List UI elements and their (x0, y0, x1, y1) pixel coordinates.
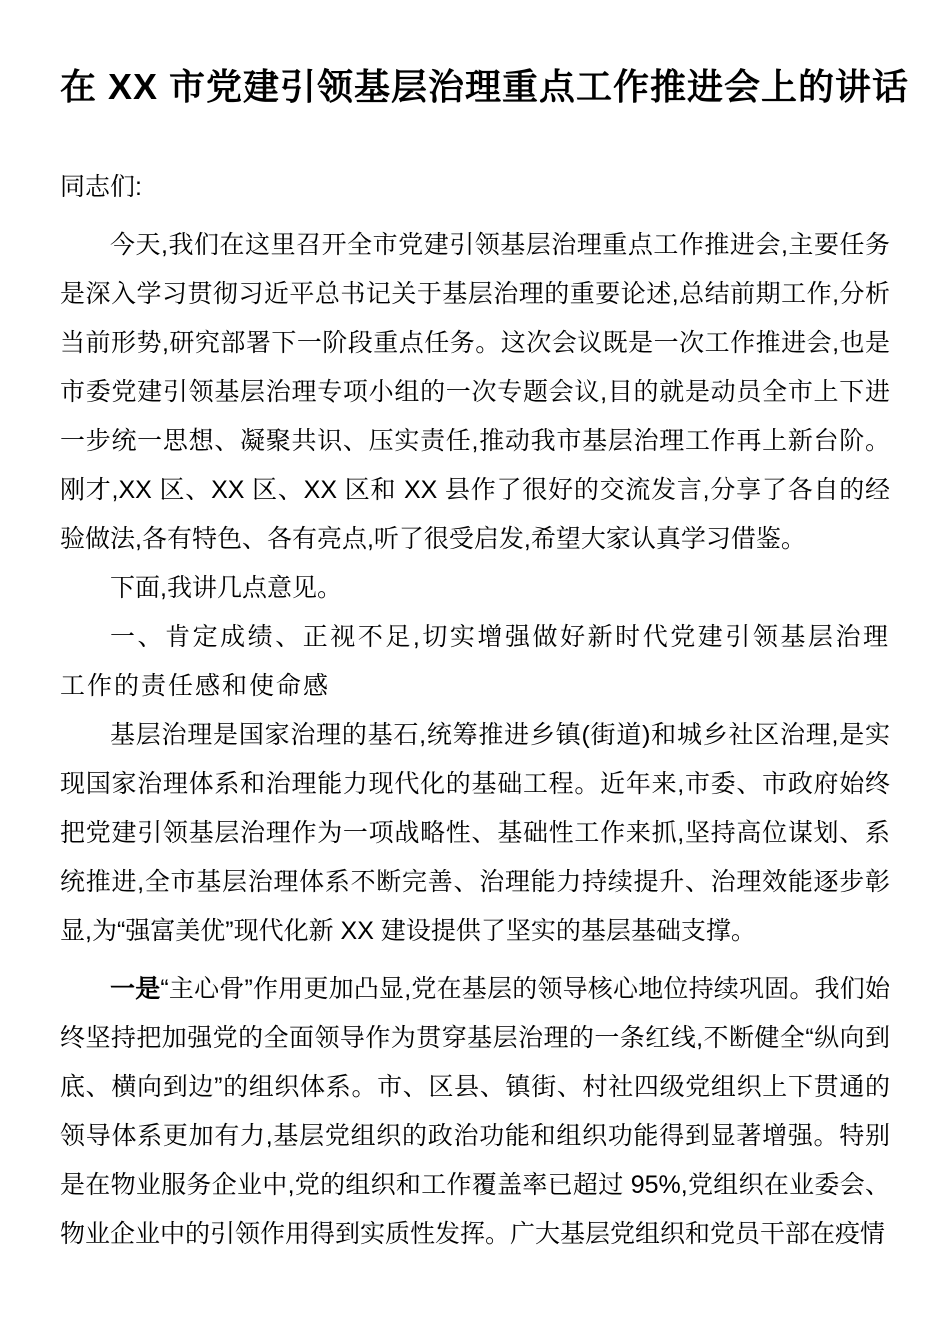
point-one-text: “主心骨”作用更加凸显,党在基层的领导核心地位持续巩固。我们始终坚持把加强党的全面领导作为贯穿基层治理的一条红线,不断健全“纵向到底、横向到边”的组织体系。市、区县、镇街、村社四级党组织上下贯通的领导体系更加有力,基层党组织的政治功能和组织功能得到显著增强。特别是在物业服务企业中,党的组织和工作覆盖率已超过 95%,党组织在业委会、物业企业中的引领作用得到实质性发挥。广大基层党组织和党员干部在疫情 (60, 975, 890, 1248)
point-one-lead: 一是 (110, 975, 161, 1003)
document-title: 在 XX 市党建引领基层治理重点工作推进会上的讲话 (60, 66, 910, 107)
section-one-heading: 一、肯定成绩、正视不足,切实增强做好新时代党建引领基层治理工作的责任感和使命感 (60, 623, 890, 700)
point-one-paragraph (60, 965, 890, 1259)
salutation: 同志们: (60, 173, 142, 201)
section-one-paragraph: 基层治理是国家治理的基石,统筹推进乡镇(街道)和城乡社区治理,是实现国家治理体系和治理能力现代化的基础工程。近年来,市委、市政府始终把党建引领基层治理作为一项战略性、基础性工作来抓,坚持高位谋划、系统推进,全市基层治理体系不断完善、治理能力持续提升、治理效能逐步彰显,为“强富美优”现代化新 XX 建设提供了坚实的基层基础支撑。 (60, 721, 890, 945)
transition-paragraph: 下面,我讲几点意见。 (110, 574, 342, 602)
intro-paragraph: 今天,我们在这里召开全市党建引领基层治理重点工作推进会,主要任务是深入学习贯彻习近平总书记关于基层治理的重要论述,总结前期工作,分析当前形势,研究部署下一阶段重点任务。这次会议既是一次工作推进会,也是市委党建引领基层治理专项小组的一次专题会议,目的就是动员全市上下进一步统一思想、凝聚共识、压实责任,推动我市基层治理工作再上新台阶。刚才,XX 区、XX 区、XX 区和 XX 县作了很好的交流发言,分享了各自的经验做法,各有特色、各有亮点,听了很受启发,希望大家认真学习借鉴。 (60, 231, 890, 553)
